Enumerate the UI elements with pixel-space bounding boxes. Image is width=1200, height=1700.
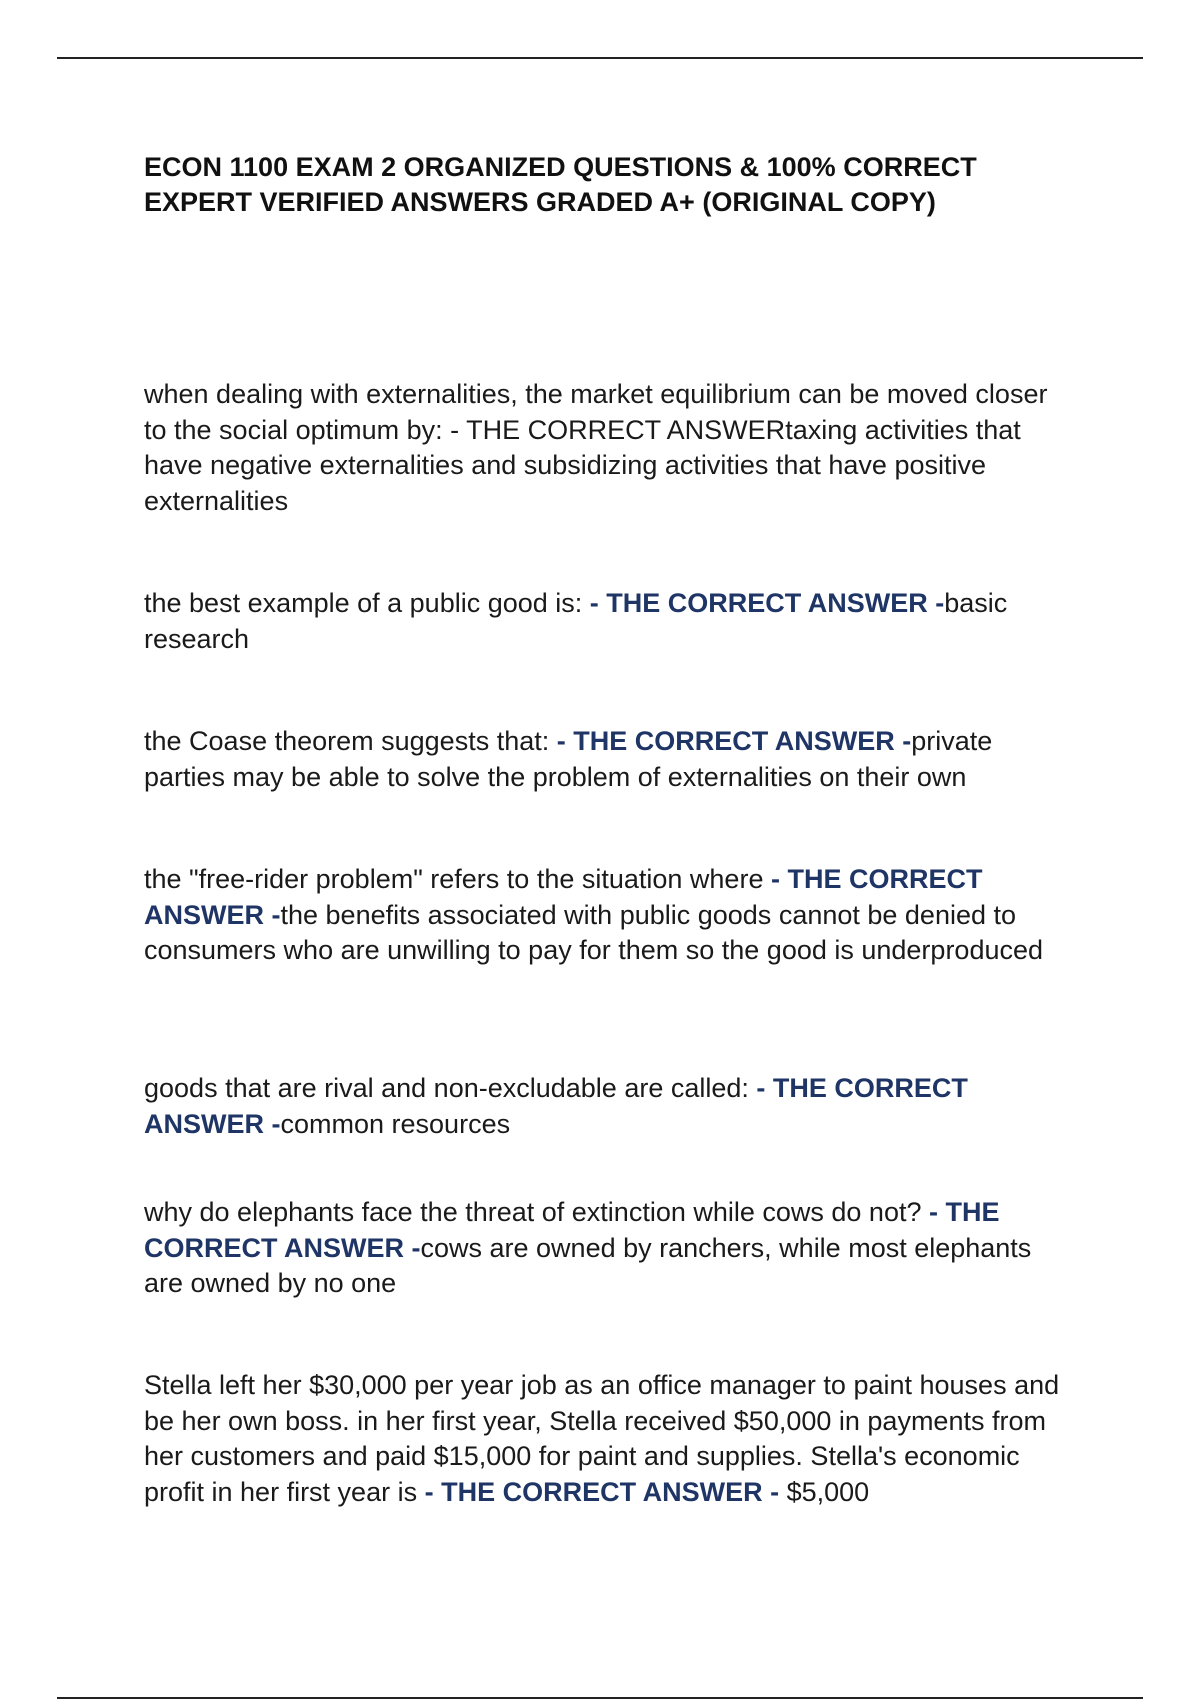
qa-item bbox=[144, 724, 1064, 795]
qa-item bbox=[144, 586, 1064, 657]
question-text: Stella left her $30,000 per year job as an office manager to paint houses and be her own boss. in her first year, Stella received $50,000 in payments from her customers and paid $15,000 for paint and supplies. Stella's economic profit in her first year is bbox=[144, 1370, 1060, 1507]
answer-marker: - THE CORRECT ANSWER - bbox=[556, 726, 912, 756]
bottom-divider bbox=[57, 1697, 1143, 1699]
answer-marker: - THE CORRECT ANSWER - bbox=[589, 588, 945, 618]
question-text: goods that are rival and non-excludable are called: bbox=[144, 1073, 757, 1103]
question-text: the "free-rider problem" refers to the situation where bbox=[144, 864, 771, 894]
answer-text: the benefits associated with public goods cannot be denied to consumers who are unwilling to pay for them so the good is underproduced bbox=[144, 899, 1044, 965]
answer-text: taxing activities that have negative externalities and subsidizing activities that have positive externalities bbox=[144, 414, 1021, 516]
answer-text: basic research bbox=[144, 588, 1008, 654]
question-text: the best example of a public good is: bbox=[144, 588, 590, 618]
answer-marker: - THE CORRECT ANSWER - bbox=[144, 1197, 1000, 1263]
question-text: why do elephants face the threat of extinction while cows do not? bbox=[144, 1197, 929, 1227]
answer-text: common resources bbox=[280, 1108, 511, 1139]
qa-item bbox=[144, 862, 1064, 969]
qa-item bbox=[144, 377, 1064, 519]
answer-marker: - THE CORRECT ANSWER - bbox=[144, 1073, 968, 1139]
top-divider bbox=[57, 57, 1143, 59]
question-text: when dealing with externalities, the market equilibrium can be moved closer to the social optimum by: bbox=[144, 379, 1048, 445]
answer-marker: - THE CORRECT ANSWER - bbox=[424, 1476, 780, 1507]
document-title: ECON 1100 EXAM 2 ORGANIZED QUESTIONS & 100% CORRECT EXPERT VERIFIED ANSWERS GRADED A+ (ORIGINAL COPY) bbox=[144, 152, 977, 217]
answer-marker: - THE CORRECT ANSWER bbox=[450, 414, 786, 445]
answer-text: private parties may be able to solve the problem of externalities on their own bbox=[144, 726, 993, 792]
answer-marker: - THE CORRECT ANSWER - bbox=[144, 864, 983, 930]
question-text: the Coase theorem suggests that: bbox=[144, 726, 557, 756]
qa-item bbox=[144, 1071, 1064, 1142]
answer-text: $5,000 bbox=[786, 1476, 870, 1507]
qa-item bbox=[144, 1195, 1064, 1302]
qa-item bbox=[144, 1368, 1064, 1510]
answer-text: cows are owned by ranchers, while most elephants are owned by no one bbox=[144, 1232, 1032, 1298]
